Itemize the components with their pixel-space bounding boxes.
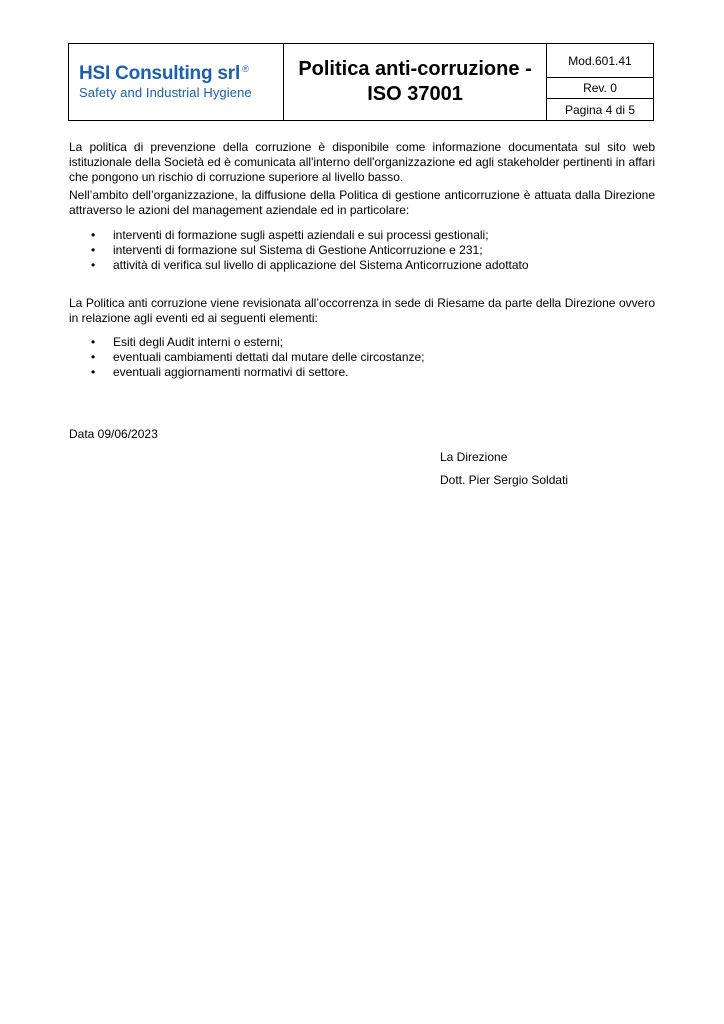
list-item: • Esiti degli Audit interni o esterni;	[91, 335, 284, 349]
paragraph-availability: La politica di prevenzione della corruzione è disponibile come informazione documentata sul sito web istituzionale della Società ed è comunicata all'interno dell'organizzazione ed agli stakeholder pertinenti in affari che pongono un rischio di corruzione superiore al livello basso.	[69, 140, 655, 184]
logo-tagline: Safety and Industrial Hygiene	[79, 85, 252, 100]
list-item: • interventi di formazione sugli aspetti aziendali e sui processi gestionali;	[91, 228, 489, 242]
document-title	[284, 44, 547, 120]
list-item: • attività di verifica sul livello di applicazione del Sistema Anticorruzione adottato	[91, 258, 529, 272]
paragraph-review: La Politica anti corruzione viene revisionata all’occorrenza in sede di Riesame da parte della Direzione ovvero in relazione agli eventi ed ai seguenti elementi:	[69, 296, 655, 325]
paragraph-diffusion: Nell’ambito dell’organizzazione, la diffusione della Politica di gestione anticorruzione è attuata dalla Direzione attraverso le azioni del management aziendale ed in particolare:	[69, 188, 655, 217]
bullet-icon: •	[91, 335, 96, 349]
list-item: • interventi di formazione sul Sistema di Gestione Anticorruzione e 231;	[91, 243, 483, 257]
logo-company-name: HSI Consulting srl	[79, 63, 241, 84]
module-code: Mod.601.41	[547, 44, 653, 78]
document-header	[68, 43, 654, 121]
bullet-icon: •	[91, 350, 96, 364]
bullet-icon: •	[91, 258, 96, 272]
signer-role: La Direzione	[440, 450, 508, 464]
signer-name: Dott. Pier Sergio Soldati	[440, 473, 569, 487]
bullet-icon: •	[91, 365, 96, 379]
bullet-icon: •	[91, 228, 96, 242]
title-line-1: Politica anti-corruzione -	[298, 58, 532, 80]
revision: Rev. 0	[547, 78, 653, 99]
diffusion-actions-list	[69, 228, 655, 273]
list-item: • eventuali cambiamenti dettati dal mutare delle circostanze;	[91, 350, 425, 364]
document-date: Data 09/06/2023	[69, 427, 158, 441]
bullet-icon: •	[91, 243, 96, 257]
review-elements-list	[69, 335, 655, 380]
page-number: Pagina 4 di 5	[564, 102, 636, 117]
logo-registered-mark: ®	[242, 64, 249, 74]
company-logo	[69, 44, 284, 120]
list-item: • eventuali aggiornamenti normativi di settore.	[91, 365, 349, 379]
document-meta	[547, 44, 653, 120]
title-line-2: ISO 37001	[367, 83, 463, 105]
